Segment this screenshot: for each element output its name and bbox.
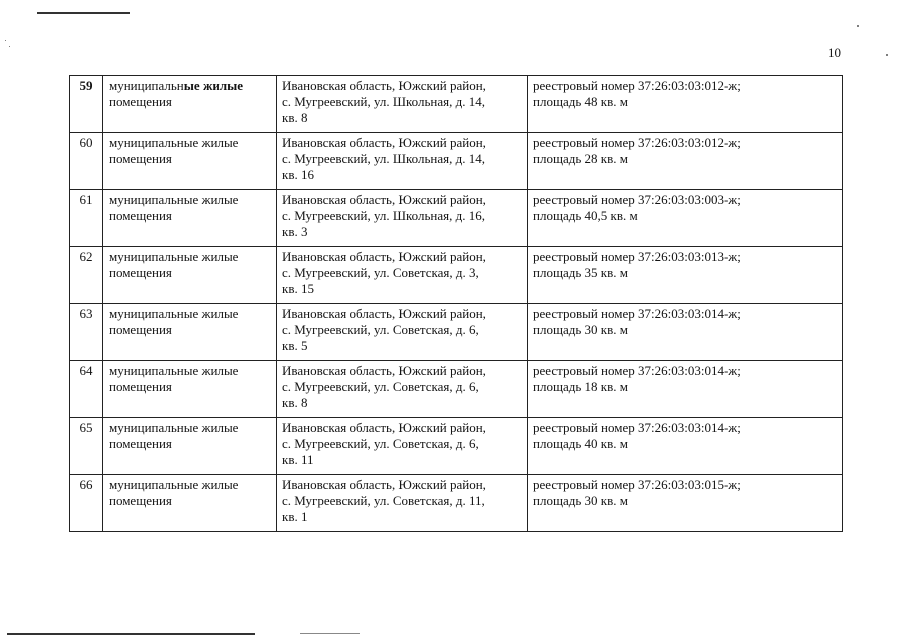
details-cell [528, 76, 843, 133]
address-line: с. Мугреевский, ул. Советская, д. 6, [282, 322, 479, 337]
area-line: площадь 40 кв. м [533, 436, 628, 451]
table-row [70, 76, 843, 133]
registry-number-line: реестровый номер 37:26:03:03:003-ж; [533, 192, 741, 207]
property-type-cell [103, 190, 277, 247]
row-number-cell [70, 247, 103, 304]
property-type-cell [103, 76, 277, 133]
address-line: Ивановская область, Южский район, [282, 420, 486, 435]
property-type-text-line2: помещения [109, 208, 172, 223]
row-number: 64 [79, 363, 93, 378]
address-line: Ивановская область, Южский район, [282, 306, 486, 321]
table-row [70, 304, 843, 361]
property-type-cell [103, 475, 277, 532]
property-type-cell [103, 361, 277, 418]
address-line: с. Мугреевский, ул. Школьная, д. 14, [282, 94, 485, 109]
row-number: 60 [79, 135, 93, 150]
row-number: 63 [79, 306, 93, 321]
address-line: Ивановская область, Южский район, [282, 135, 486, 150]
address-line: с. Мугреевский, ул. Школьная, д. 16, [282, 208, 485, 223]
address-cell [277, 304, 528, 361]
address-line: Ивановская область, Южский район, [282, 363, 486, 378]
row-number: 61 [79, 192, 93, 207]
property-type-text-line2: помещения [109, 379, 172, 394]
page-number: 10 [828, 45, 841, 60]
address-cell [277, 418, 528, 475]
property-type-text-line2: помещения [109, 94, 172, 109]
row-number-cell [70, 304, 103, 361]
row-number-cell [70, 475, 103, 532]
address-cell [277, 475, 528, 532]
table-row [70, 361, 843, 418]
registry-number-line: реестровый номер 37:26:03:03:014-ж; [533, 306, 741, 321]
details-cell [528, 475, 843, 532]
row-number: 59 [79, 78, 93, 93]
area-line: площадь 35 кв. м [533, 265, 628, 280]
property-type-cell [103, 418, 277, 475]
table-row [70, 133, 843, 190]
address-cell [277, 76, 528, 133]
table-row [70, 190, 843, 247]
property-type-text: муниципальные жилые [109, 477, 239, 492]
address-cell [277, 190, 528, 247]
address-line: кв. 1 [282, 509, 308, 524]
top-rule [37, 12, 130, 14]
details-cell [528, 361, 843, 418]
address-cell [277, 361, 528, 418]
address-line: кв. 11 [282, 452, 314, 467]
address-line: кв. 8 [282, 110, 308, 125]
row-number: 62 [79, 249, 93, 264]
property-type-cell [103, 247, 277, 304]
registry-number-line: реестровый номер 37:26:03:03:015-ж; [533, 477, 741, 492]
registry-number-line: реестровый номер 37:26:03:03:013-ж; [533, 249, 741, 264]
row-number: 65 [79, 420, 93, 435]
table-row [70, 475, 843, 532]
property-type-text-line2: помещения [109, 436, 172, 451]
registry-number-line: реестровый номер 37:26:03:03:014-ж; [533, 420, 741, 435]
row-number: 66 [79, 477, 93, 492]
address-line: кв. 15 [282, 281, 314, 296]
area-line: площадь 18 кв. м [533, 379, 628, 394]
property-type-text: муниципальные жилые [109, 363, 239, 378]
address-cell [277, 133, 528, 190]
scan-speck [5, 40, 6, 41]
registry-number-line: реестровый номер 37:26:03:03:012-ж; [533, 135, 741, 150]
address-line: Ивановская область, Южский район, [282, 192, 486, 207]
address-line: кв. 16 [282, 167, 314, 182]
property-type-text-line2: помещения [109, 322, 172, 337]
table-row [70, 418, 843, 475]
registry-number-line: реестровый номер 37:26:03:03:012-ж; [533, 78, 741, 93]
area-line: площадь 48 кв. м [533, 94, 628, 109]
property-type-text-line2: помещения [109, 151, 172, 166]
address-line: с. Мугреевский, ул. Советская, д. 3, [282, 265, 479, 280]
address-line: с. Мугреевский, ул. Советская, д. 6, [282, 436, 479, 451]
registry-number-line: реестровый номер 37:26:03:03:014-ж; [533, 363, 741, 378]
address-line: с. Мугреевский, ул. Советская, д. 6, [282, 379, 479, 394]
property-type-text: муниципальные жилые [109, 249, 239, 264]
property-type-cell [103, 133, 277, 190]
row-number-cell [70, 190, 103, 247]
address-line: кв. 5 [282, 338, 308, 353]
area-line: площадь 28 кв. м [533, 151, 628, 166]
address-line: Ивановская область, Южский район, [282, 249, 486, 264]
property-type-text: муниципальн [109, 78, 184, 93]
area-line: площадь 40,5 кв. м [533, 208, 638, 223]
address-line: кв. 8 [282, 395, 308, 410]
property-type-text: муниципальные жилые [109, 306, 239, 321]
row-number-cell [70, 133, 103, 190]
address-line: Ивановская область, Южский район, [282, 477, 486, 492]
address-cell [277, 247, 528, 304]
scan-speck [9, 46, 10, 47]
scan-speck [886, 54, 888, 56]
details-cell [528, 418, 843, 475]
details-cell [528, 190, 843, 247]
property-type-cell [103, 304, 277, 361]
row-number-cell [70, 418, 103, 475]
bottom-rule [7, 633, 255, 635]
address-line: с. Мугреевский, ул. Школьная, д. 14, [282, 151, 485, 166]
row-number-cell [70, 361, 103, 418]
address-line: Ивановская область, Южский район, [282, 78, 486, 93]
area-line: площадь 30 кв. м [533, 493, 628, 508]
details-cell [528, 133, 843, 190]
property-type-text: муниципальные жилые [109, 420, 239, 435]
property-type-text-line2: помещения [109, 493, 172, 508]
address-line: с. Мугреевский, ул. Советская, д. 11, [282, 493, 485, 508]
address-line: кв. 3 [282, 224, 308, 239]
bottom-rule [300, 633, 360, 634]
details-cell [528, 247, 843, 304]
property-type-text: муниципальные жилые [109, 192, 239, 207]
property-type-text-line2: помещения [109, 265, 172, 280]
row-number-cell [70, 76, 103, 133]
property-registry-table [69, 75, 843, 532]
area-line: площадь 30 кв. м [533, 322, 628, 337]
table-row [70, 247, 843, 304]
details-cell [528, 304, 843, 361]
property-type-text: муниципальные жилые [109, 135, 239, 150]
scan-speck [857, 25, 859, 27]
property-type-bold-text: ые жилые [183, 78, 244, 93]
